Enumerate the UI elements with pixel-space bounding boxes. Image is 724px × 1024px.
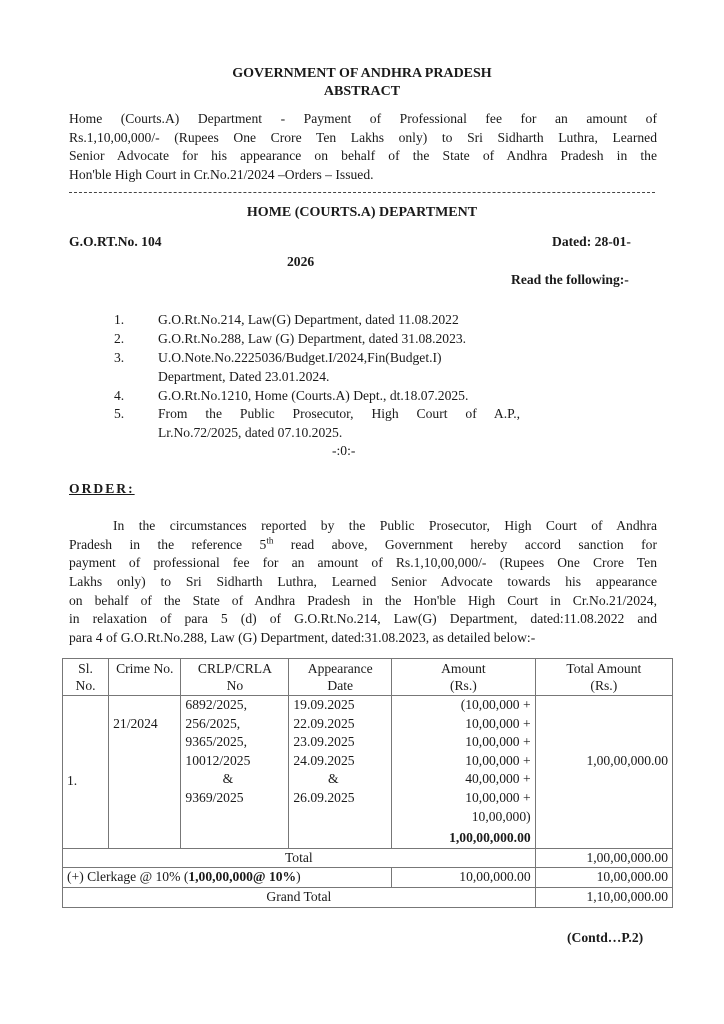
cell-crlp-crla: 6892/2025, 256/2025, 9365/2025, 10012/2025 & 9369/2025 [181,696,289,849]
reference-number: 2. [114,330,125,346]
header-sl-no: Sl. No. [63,659,109,696]
abstract-paragraph [69,110,657,185]
clerkage-total: 10,00,000.00 [535,868,672,888]
table-row [63,696,673,849]
abstract-line: Senior Advocate for his appearance on behalf of the State of Andhra Pradesh in the [69,148,657,164]
total-label: Total [63,848,536,868]
cell-total-amount: 1,00,00,000.00 [535,696,672,849]
order-line: para 4 of G.O.Rt.No.288, Law (G) Department, dated:31.08.2023, as detailed below:- [69,630,536,646]
cell-sl-no: 1. [63,696,109,849]
header-crlp-crla-no: CRLP/CRLA No [181,659,289,696]
reference-text: From the Public Prosecutor, High Court of A.P., [158,406,520,422]
reference-text: G.O.Rt.No.214, Law(G) Department, dated 11.08.2022 [158,312,459,327]
order-line: on behalf of the State of Andhra Pradesh in the Hon'ble High Court in Cr.No.21/2024, [69,592,657,608]
reference-number: 4. [114,387,125,403]
reference-number: 5. [114,406,125,422]
superscript-th: th [266,535,274,546]
reference-number: 1. [114,312,125,327]
header-amount: Amount (Rs.) [392,659,536,696]
reference-number: 3. [114,349,125,365]
go-number: G.O.RT.No. 104 [69,234,162,249]
cell-crime-no: 21/2024 [109,696,181,849]
dated-year: 2026 [287,254,315,269]
header-crime-no: Crime No. [109,659,181,696]
reference-text: U.O.Note.No.2225036/Budget.I/2024,Fin(Budget.I) [158,349,442,365]
cell-amount-breakup: (10,00,000 + 10,00,000 + 10,00,000 + 10,00,000 + 40,00,000 + 10,00,000 + 10,00,000) 1,00,00,000.00 [392,696,536,849]
dated-label: Dated: 28-01- [552,234,631,249]
abstract-line: Rs.1,10,00,000/- (Rupees One Crore Ten Lakhs only) to Sri Sidharth Luthra, Learned [69,129,657,145]
order-line: payment of professional fee for an amount of Rs.1,10,00,000/- (Rupees One Crore Ten [69,555,657,571]
header-appearance-date: Appearance Date [289,659,392,696]
grand-total-value: 1,10,00,000.00 [535,887,672,907]
order-line [69,536,657,555]
clerkage-label: (+) Clerkage @ 10% (1,00,00,000@ 10%) [63,868,392,888]
total-value: 1,00,00,000.00 [535,848,672,868]
section-separator: -:0:- [332,443,356,458]
grand-total-row [63,887,673,907]
header-total-amount: Total Amount (Rs.) [535,659,672,696]
order-text: Pradesh in the reference 5 [69,536,267,552]
total-row [63,848,673,868]
amount-sum: 1,00,00,000.00 [449,830,531,846]
clerkage-amount: 10,00,000.00 [392,868,536,888]
order-line: in relaxation of para 5 (d) of G.O.Rt.No.214, Law(G) Department, dated:11.08.2022 and [69,611,657,627]
separator-dashed-line [69,192,655,193]
grand-total-label: Grand Total [63,887,536,907]
abstract-label: ABSTRACT [323,84,401,99]
order-paragraph [69,517,657,648]
clerkage-row [63,868,673,888]
government-title: GOVERNMENT OF ANDHRA PRADESH [232,66,492,81]
reference-text: Department, Dated 23.01.2024. [158,368,330,384]
reference-text: G.O.Rt.No.1210, Home (Courts.A) Dept., dt.18.07.2025. [158,387,469,403]
continued-label: (Contd…P.2) [567,930,644,945]
order-text: read above, Government hereby accord sanction for [273,536,658,552]
abstract-line: Hon'ble High Court in Cr.No.21/2024 –Orders – Issued. [69,167,374,183]
order-heading: ORDER: [69,481,135,496]
order-line: Lakhs only) to Sri Sidharth Luthra, Learned Senior Advocate towards his appearance [69,574,657,590]
reference-text: G.O.Rt.No.288, Law (G) Department, dated 31.08.2023. [158,330,467,346]
department-heading: HOME (COURTS.A) DEPARTMENT [246,205,478,220]
order-line: In the circumstances reported by the Public Prosecutor, High Court of Andhra [113,518,657,533]
reference-text: Lr.No.72/2025, dated 07.10.2025. [158,425,343,441]
abstract-line: Home (Courts.A) Department - Payment of Professional fee for an amount of [69,111,657,126]
read-following-label: Read the following:- [511,272,629,287]
fee-table [62,658,673,908]
table-header-row [63,659,673,696]
cell-appearance-dates: 19.09.2025 22.09.2025 23.09.2025 24.09.2025 & 26.09.2025 [289,696,392,849]
